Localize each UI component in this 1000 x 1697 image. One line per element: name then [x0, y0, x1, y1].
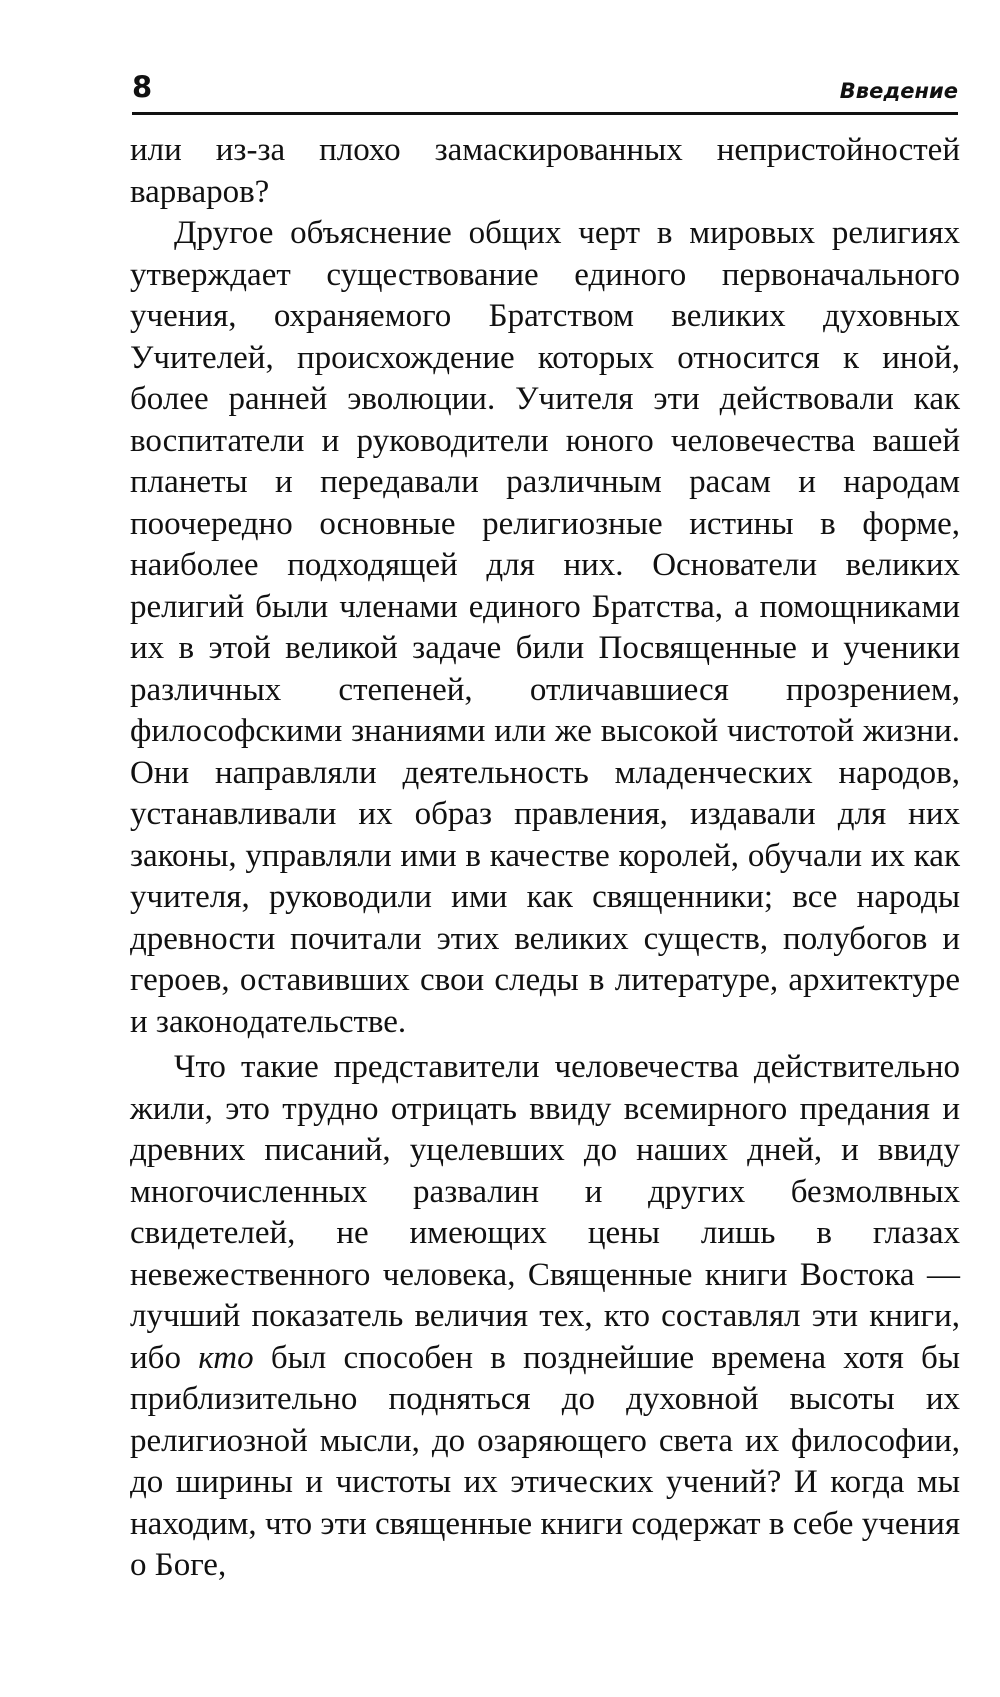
paragraph-3-part-1: Что такие представители человечества действительно жили, это трудно отрицать ввиду всемирного предания и древних писаний, уцелевших до наших дней, и ввиду многочисленных развалин и других безмолвных свидетелей, не имеющих цены лишь в глазах невежественного человека, Священные книги Востока — лучший показатель величия тех, кто составлял эти книги, ибо — [130, 1049, 960, 1376]
paragraph-2: Другое объяснение общих черт в мировых религиях утверждает существование единого первоначального учения, охраняемого Братством великих духовных Учителей, происхождение которых относится к иной, более ранней эволюции. Учителя эти действовали как воспитатели и руководители юного человечества вашей планеты и передавали различным расам и народам поочередно основные религиозные истины в форме, наиболее подходящей для них. Основатели великих религий были членами единого Братства, а помощниками их в этой великой задаче били Посвященные и ученики различных степеней, отличавшиеся прозрением, философскими знаниями или же высокой чистотой жизни. Они направляли деятельность младенческих народов, устанавливали их образ правления, издавали для них законы, управляли ими в качестве королей, обучали их как учителя, руководили ими как священники; все народы древности почитали этих великих существ, полубогов и героев, оставивших свои следы в литературе, архитектуре и законодательстве. — [130, 215, 960, 1040]
page-number: 8 — [132, 70, 153, 104]
italic-word: кто — [198, 1339, 254, 1376]
paragraph-3 — [130, 1047, 960, 1587]
paragraph-3-part-2: был способен в позднейшие времена хотя бы приблизительно подняться до духовной высоты их религиозной мысли, до озаряющего света их философии, до ширины и чистоты их этических учений? И когда мы находим, что эти священные книги содержат в себе учения о Боге, — [130, 1339, 961, 1583]
paragraph-1: или из-за плохо замаскированных непристойностей варваров? — [130, 132, 960, 210]
running-title: Введение — [839, 79, 958, 103]
body-text — [130, 130, 960, 1587]
page-header — [132, 68, 958, 115]
